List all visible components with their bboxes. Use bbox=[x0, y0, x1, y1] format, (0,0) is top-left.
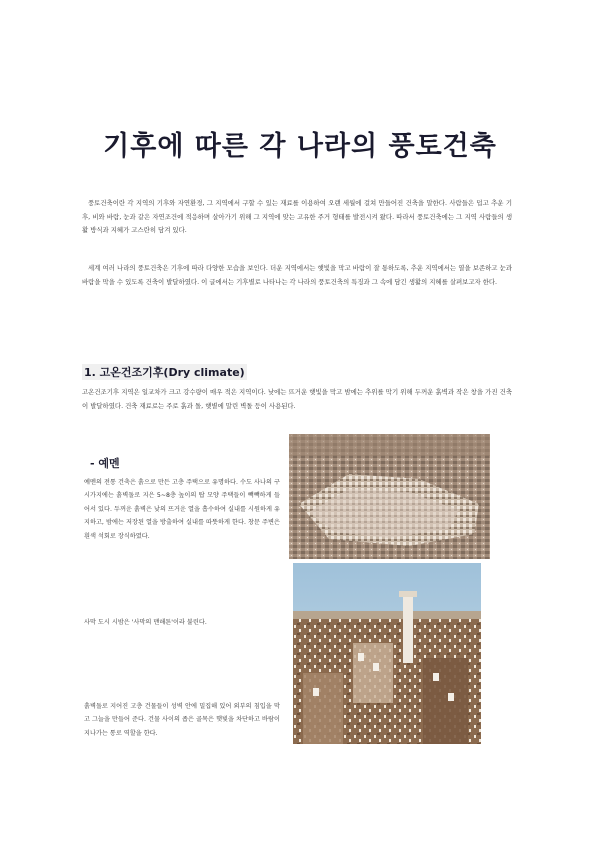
intro-paragraph-1: 풍토건축이란 각 지역의 기후와 자연환경, 그 지역에서 구할 수 있는 재료를 이용하여 오랜 세월에 걸쳐 만들어진 건축을 말한다. 사람들은 덥고 추운 기후, 비와 바람, 눈과 같은 자연조건에 적응하며 살아가기 위해 그 지역에 맞는 고유한 주거 형태를 발전시켜 왔다. 따라서 풍토건축에는 그 지역 사람들의 생활 방식과 지혜가 고스란히 담겨 있다. bbox=[82, 199, 512, 234]
column-paragraph-1: 예멘의 전통 건축은 흙으로 만든 고층 주택으로 유명하다. 수도 사나의 구시가지에는 흙벽돌로 지은 5~8층 높이의 탑 모양 주택들이 빽빽하게 들어서 있다. 두꺼운 흙벽은 낮의 뜨거운 열을 흡수하여 실내를 시원하게 유지하고, 밤에는 저장된 열을 방출하여 실내를 따뜻하게 한다. 창문 주변은 흰색 석회로 장식하였다. bbox=[84, 479, 280, 540]
section-1-heading: 1. 고온건조기후(Dry climate) bbox=[84, 366, 245, 379]
yemen-tower-houses-photo bbox=[293, 563, 481, 744]
subsection-heading: - 예멘 bbox=[90, 457, 120, 470]
section-1-body: 고온건조기후 지역은 일교차가 크고 강수량이 매우 적은 지역이다. 낮에는 뜨거운 햇빛을 막고 밤에는 추위를 막기 위해 두꺼운 흙벽과 작은 창을 가진 건축이 발달하였다. 건축 재료로는 주로 흙과 돌, 햇볕에 말린 벽돌 등이 사용된다. bbox=[82, 388, 512, 410]
intro-paragraph-2: 세계 여러 나라의 풍토건축은 기후에 따라 다양한 모습을 보인다. 더운 지역에서는 햇빛을 막고 바람이 잘 통하도록, 추운 지역에서는 열을 보존하고 눈과 바람을 막을 수 있도록 건축이 발달하였다. 이 글에서는 기후별로 나타나는 각 나라의 풍토건축의 특징과 그 속에 담긴 생활의 지혜를 살펴보고자 한다. bbox=[82, 264, 512, 286]
yemen-old-city-photo bbox=[289, 434, 490, 559]
document-title: 기후에 따른 각 나라의 풍토건축 bbox=[103, 131, 497, 162]
column-paragraph-3: 흙벽돌로 지어진 고층 건물들이 성벽 안에 밀집해 있어 외부의 침입을 막고 그늘을 만들어 준다. 건물 사이의 좁은 골목은 햇빛을 차단하고 바람이 지나가는 통로 역할을 한다. bbox=[84, 703, 280, 737]
column-paragraph-2: 사막 도시 시밤은 '사막의 맨해튼'이라 불린다. bbox=[84, 619, 207, 626]
